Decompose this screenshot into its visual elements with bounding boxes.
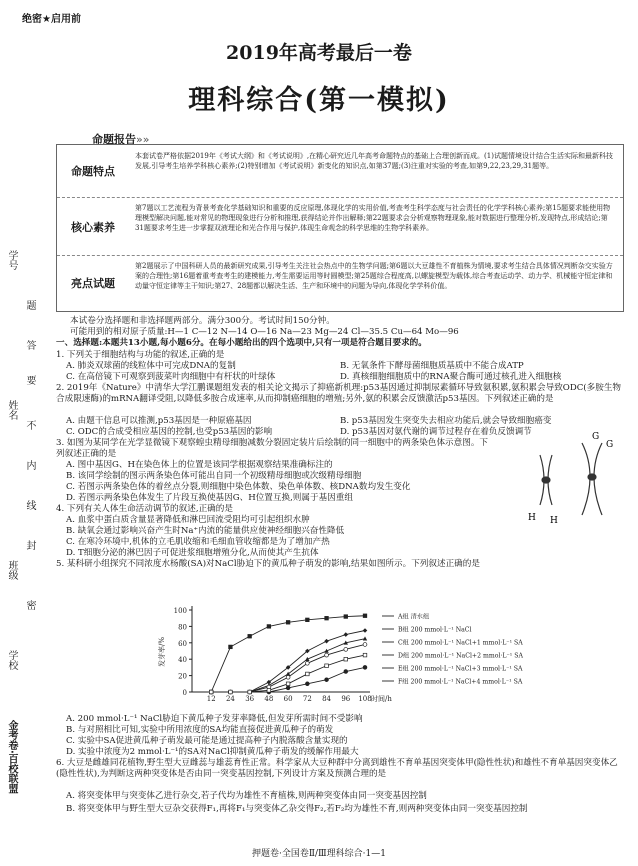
gene-label-h2: H (550, 516, 558, 526)
report-row-highlights: 亮点试题 第2题展示了中国科研人员的最新研究成果,引导考生关注社会热点中的生物学问题;第6题以大豆雄性不育植株为情境,要求考生结合具体情况判断杂交实验方案的合理性;第16题着重考查考生的建模能力,考生需要运用等时圆模型;第25题综合程度高,以螺旋模型为载体,综合考查运动学、动力学、机械能守恒定律和动量守恒定律等主干知识;第27、28题都以解决生活、生产和环境中的问题为导向,体现化学学科价值。 (71, 262, 613, 290)
data-point (305, 682, 309, 686)
chromosome-right (582, 443, 602, 515)
data-point (344, 670, 348, 674)
exam-info: 本试卷分选择题和非选择题两部分。满分300分。考试时间150分钟。 (70, 316, 335, 326)
y-tick-label: 80 (178, 623, 187, 632)
legend-label-2: C组 200 mmol·L⁻¹ NaCl+1 mmol·L⁻¹ SA (398, 639, 523, 647)
q1-option-c: C. 在高倍镜下可观察到菠菜叶肉细胞中有杆状的叶绿体 (66, 372, 276, 382)
side-ti: 题 (24, 300, 35, 310)
data-point (344, 647, 348, 651)
data-point (324, 639, 329, 644)
report-box (56, 144, 624, 312)
question-1: 1. 下列关于细胞结构与功能的叙述,正确的是 (56, 350, 225, 360)
legend-label-3: D组 200 mmol·L⁻¹ NaCl+2 mmol·L⁻¹ SA (398, 652, 523, 660)
data-point (325, 678, 329, 682)
question-6: 6. 大豆是雌雄同花植物,野生型大豆雌蕊与雄蕊育性正常。科学家从大豆种群中分离到雄性不育单基因突变体甲(隐性性状)和雄性不育单基因突变体乙(隐性性状),为判断这两种突变体是否由同一突变基因控制,下列设计方案及预测合理的是 (56, 758, 618, 779)
chromosome-figure (520, 425, 620, 535)
y-axis-label: 发芽率/% (158, 636, 166, 668)
series-line-0 (211, 616, 365, 692)
side-bu: 不 (24, 420, 35, 430)
data-point (306, 618, 310, 622)
secret-label: 绝密★启用前 (22, 14, 81, 25)
side-nei: 内 (24, 460, 35, 470)
q4-option-a: A. 血浆中蛋白质含量显著降低和淋巴回流受阻均可引起组织水肿 (66, 515, 310, 525)
side-class: 班级 (6, 560, 17, 580)
data-point (325, 664, 329, 668)
main-title: 理科综合(第一模拟) (188, 85, 450, 116)
data-point (363, 636, 367, 640)
y-tick-label: 60 (178, 639, 187, 648)
atomic-mass: 可能用到的相对原子质量:H—1 C—12 N—14 O—16 Na—23 Mg—24 Cl—35.5 Cu—64 Mo—96 (70, 327, 459, 337)
data-point (286, 621, 290, 625)
y-tick-label: 0 (182, 689, 187, 697)
q3-option-c: C. 若图示两条染色体的着丝点分裂,则细胞中染色体数、染色单体数、核DNA数均发生变化 (66, 482, 411, 492)
q5-option-d: D. 实验中浓度为2 mmol·L⁻¹的SA对NaCl抑制黄瓜种子萌发的缓解作用最大 (66, 747, 359, 757)
x-tick-label: 12 (206, 695, 216, 703)
q6-option-a: A. 将突变体甲与突变体乙进行杂交,若子代均为雄性不育植株,则两种突变体由同一突变基因控制 (66, 791, 427, 801)
x-tick-label: 108 (358, 695, 372, 703)
y-tick-label: 20 (178, 672, 187, 681)
question-4: 4. 下列有关人体生命活动调节的叙述,正确的是 (56, 504, 233, 514)
q5-option-c: C. 实验中SA促进黄瓜种子萌发最可能是通过提高种子内脱落酸含量实现的 (66, 736, 348, 746)
side-xian: 线 (24, 500, 35, 510)
data-point (305, 661, 309, 665)
q1-option-a: A. 肺炎双球菌的线粒体中可完成DNA的复制 (66, 361, 236, 371)
x-tick-label: 96 (341, 695, 351, 703)
data-point (325, 653, 329, 657)
gene-label-h1: H (528, 513, 536, 523)
q1-option-d: D. 真核细胞细胞质中的RNA聚合酶可通过核孔进入细胞核 (340, 372, 562, 382)
side-yao: 要 (24, 375, 35, 385)
data-point (363, 653, 367, 657)
data-point (344, 657, 348, 661)
q6-option-b: B. 将突变体甲与野生型大豆杂交获得F₁,再将F₁与突变体乙杂交得F₂,若F₂均为雄性不育,则两种突变体由同一突变基因控制 (66, 804, 528, 814)
data-point (363, 628, 368, 633)
x-tick-label: 84 (322, 695, 332, 703)
question-2: 2. 2019年《Nature》中清华大学江鹏课题组发表的相关论文揭示了抑癌新机理:p53基因通过抑制尿素循环导致氨积累,氨积累会导致ODC(多胺生物合成限速酶)的mRNA翻译受阻,以降低多胺合成速率,从而抑制癌细胞的增殖;另外,氨的积累会反馈激活p53基因。下列叙述正确的是 (56, 383, 622, 404)
side-name: 姓名 (6, 400, 17, 420)
side-union: 金考卷·百校联盟 (6, 720, 17, 794)
q3-option-d: D. 若图示两条染色体发生了片段互换使基因G、H位置互换,则属于基因重组 (66, 493, 353, 503)
data-point (325, 616, 329, 620)
chromosome-left (540, 455, 552, 505)
year-title: 2019年高考最后一卷 (226, 42, 412, 64)
report-row-features: 命题特点 本套试卷严格依据2019年《考试大纲》和《考试说明》,在精心研究近几年高考命题特点的基础上合理创新而成。(1)试题情境设计结合生活实际和最新科技发展,引导考生培养学科核心素养;(2)特别增加《考试说明》新变化的知识点,如第37题;(3)注重对实验的考查,如第9,22,23,29,31题等。 (57, 145, 623, 198)
data-point (209, 690, 213, 694)
side-school: 学校 (6, 650, 17, 670)
data-point (248, 634, 252, 638)
y-tick-label: 40 (178, 656, 187, 665)
report-row-literacy: 核心素养 第7题以工艺流程为背景考查化学基础知识和重要的反应原理,体现化学的实用价值,考查考生科学态度与社会责任的化学学科核心素养;第15题要求能使用物理模型解决问题,能对常见的物理现象进行分析和推理,获得结论并作出解释;第22题要求会分析观察物理现象,能对数据进行整理分析,发现特点,形成结论;第31题要求考生进一步掌握双液理论和光合作用与保护,体现生命观念的科学思维的生物学科素养。 (57, 197, 623, 256)
data-point (344, 615, 348, 619)
q2-option-c: C. ODC的合成受相应基因的控制,也受p53基因的影响 (66, 427, 273, 437)
q4-option-d: D. T细胞分泌的淋巴因子可促进浆细胞增殖分化,从而使其产生抗体 (66, 548, 319, 558)
q4-option-b: B. 缺氧会通过影响兴奋产生时Na⁺内流的能量供应使神经细胞兴奋性降低 (66, 526, 345, 536)
data-point (363, 614, 367, 618)
x-tick-label: 60 (283, 695, 293, 703)
data-point (306, 672, 310, 676)
data-point (248, 690, 252, 694)
question-3: 3. 如图为某同学在光学显微镜下观察蝗虫精母细胞减数分裂固定装片后绘制的同一细胞中的两条染色体示意图。下列叙述正确的是 (56, 438, 489, 459)
legend-label-4: E组 200 mmol·L⁻¹ NaCl+3 mmol·L⁻¹ SA (398, 665, 523, 673)
arrow-icon: »» (136, 133, 150, 146)
data-point (267, 689, 271, 693)
legend-label-1: B组 200 mmol·L⁻¹ NaCl (398, 626, 472, 634)
page-footer: 押题卷·全国卷Ⅱ/Ⅲ理科综合·1—1 (251, 849, 386, 859)
q5-option-b: B. 与对照相比可知,实验中所用浓度的SA均能直接促进黄瓜种子的萌发 (66, 725, 334, 735)
data-point (286, 682, 290, 686)
x-axis-label: 时间/h (371, 695, 392, 703)
q3-option-b: B. 该同学绘制的图示两条染色体可能出自同一个初级精母细胞或次级精母细胞 (66, 471, 362, 481)
side-student-no: 学号 (6, 250, 17, 270)
q2-option-b: B. p53基因发生突变失去相应功能后,就会导致细胞癌变 (340, 416, 552, 426)
x-tick-label: 24 (225, 695, 235, 703)
y-tick-label: 100 (173, 607, 187, 615)
side-da: 答 (24, 340, 35, 350)
gene-label-g2: G (606, 440, 614, 450)
q4-option-c: C. 在寒冷环境中,机体的立毛肌收缩和毛细血管收缩都是为了增加产热 (66, 537, 330, 547)
question-5: 5. 某科研小组探究不同浓度水杨酸(SA)对NaCl胁迫下的黄瓜种子萌发的影响,结果如图所示。下列叙述正确的是 (56, 559, 480, 569)
data-point (286, 675, 290, 679)
legend-label-0: A组 清水组 (398, 613, 430, 621)
q3-option-a: A. 图中基因G、H在染色体上的位置是该同学根据观察结果准确标注的 (66, 460, 333, 470)
data-point (229, 690, 233, 694)
report-heading: 命题报告»» (92, 133, 150, 146)
q1-option-b: B. 无氧条件下酵母菌细胞质基质中不能合成ATP (340, 361, 524, 371)
data-point (343, 632, 348, 637)
x-tick-label: 48 (264, 695, 274, 703)
gene-label-g1: G (592, 432, 600, 442)
data-point (363, 666, 367, 670)
germination-chart (150, 604, 620, 712)
data-point (229, 645, 233, 649)
data-point (286, 686, 290, 690)
data-point (267, 625, 271, 629)
side-mi: 密 (24, 600, 35, 610)
x-tick-label: 72 (302, 695, 312, 703)
side-feng: 封 (24, 540, 35, 550)
section-heading: 一、选择题:本题共13小题,每小题6分。在每小题给出的四个选项中,只有一项是符合题目要求的。 (56, 338, 427, 348)
q2-option-d: D. p53基因对氨代谢的调节过程存在着负反馈调节 (340, 427, 532, 437)
q2-option-a: A. 由题干信息可以推测,p53基因是一种原癌基因 (66, 416, 252, 426)
q5-option-a: A. 200 mmol·L⁻¹ NaCl胁迫下黄瓜种子发芽率降低,但发芽所需时间不受影响 (66, 714, 363, 724)
data-point (363, 643, 367, 647)
legend-label-5: F组 200 mmol·L⁻¹ NaCl+4 mmol·L⁻¹ SA (398, 678, 523, 686)
x-tick-label: 36 (245, 695, 255, 703)
